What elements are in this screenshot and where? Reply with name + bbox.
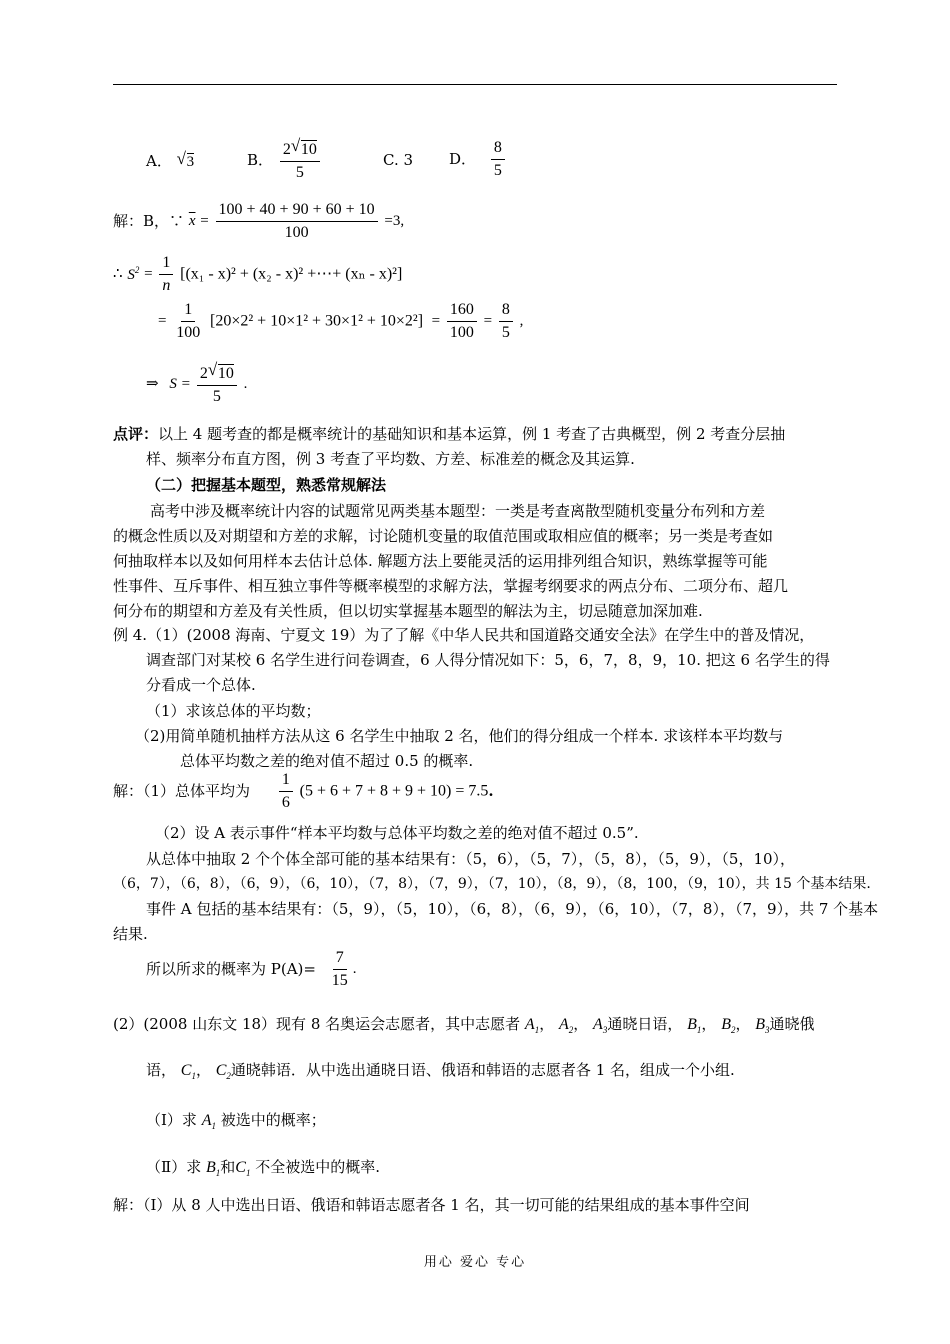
section-heading: （二）把握基本题型，熟悉常规解法 [146, 476, 387, 494]
ex4-solution-2d: 事件 A 包括的基本结果有：（5，9），（5，10），（6，8），（6，9），（6，10），（7，8），（7，9），共 7 个基本 [146, 900, 879, 918]
option-d: D． $\frac{8}{5}$ [449, 140, 507, 179]
section-para-2: 的概念性质以及对期望和方差的求解，讨论随机变量的取值范围或取相应值的概率；另一类是考查如 [113, 527, 774, 545]
ex4b-q1: （Ⅰ）求 $A_1$ 被选中的概率； [146, 1111, 326, 1132]
header-rule [113, 84, 837, 85]
ex4-line-1: 例 4.（1）(2008 海南、宁夏文 19）为了了解《中华人民共和国道路交通安全法》在学生中的普及情况， [113, 626, 815, 644]
ex4-q2: （2)用简单随机抽样方法从这 6 名学生中抽取 2 名，他们的得分组成一个样本. 求该样本平均数与 [135, 727, 784, 745]
ex4-probability: 所以所求的概率为 P(A)= $\frac{7}{15}$ . [146, 949, 357, 989]
ex4-solution-1: 解：（1）总体平均为 $\frac{1}{6}$ (5 + 6 + 7 + 8 + 9 + 10) = 7.5. [113, 771, 494, 811]
ex4-q2b: 总体平均数之差的绝对值不超过 0.5 的概率. [180, 752, 474, 770]
ex4b-line-1: (2）(2008 山东文 18）现有 8 名奥运会志愿者，其中志愿者 $A_1$， $A_2$， $A_3$通晓日语， $B_1$， $B_2$， $B_3$通晓俄 [113, 1015, 815, 1036]
section-para-3: 何抽取样本以及如何用样本去估计总体. 解题方法上要能灵活的运用排列组合知识，熟练掌握等可能 [113, 552, 768, 570]
page-footer: 用心 爱心 专心 [423, 1255, 527, 1270]
ex4b-q2: （Ⅱ）求 $B_1$和$C_1$ 不全被选中的概率. [146, 1158, 381, 1179]
comment-line-2: 样、频率分布直方图，例 3 考查了平均数、方差、标准差的概念及其运算. [146, 450, 635, 468]
variance-formula: ∴ $S^2$ = $\frac{1}{n}$ [(x₁ - x)² + (x₂ - x)² +⋯+ (xₙ - x)²] [113, 254, 403, 294]
ex4-solution-2e: 结果. [113, 925, 148, 943]
section-para-4: 性事件、互斥事件、相互独立事件等概率模型的求解方法，掌握考纲要求的两点分布、二项分布、超几 [113, 577, 789, 595]
sqrt-3: √ 3 [176, 149, 195, 170]
std-dev-result: ⇒ S = 2 √ 10 5 . [146, 360, 248, 405]
ex4-solution-2a: （2）设 A 表示事件“样本平均数与总体平均数之差的绝对值不超过 0.5”. [155, 824, 639, 842]
ex4-line-3: 分看成一个总体. [146, 676, 256, 694]
ex4-line-2: 调查部门对某校 6 名学生进行问卷调查，6 人得分情况如下：5，6，7，8，9，10. 把这 6 名学生的得 [146, 651, 830, 669]
option-b: B． 2 √ 10 5 [247, 140, 322, 181]
ex4b-line-2: 语， $C_1$， $C_2$通晓韩语．从中选出通晓日语、俄语和韩语的志愿者各 1 名，组成一个小组. [146, 1061, 735, 1082]
ex4-solution-2c: （6，7），（6，8），（6，9），（6，10），（7，8），（7，9），（7，10），（8，9），（8，100，（9，10），共 15 个基本结果. [113, 876, 871, 892]
section-para-1: 高考中涉及概率统计内容的试题常见两类基本题型：一类是考查离散型随机变量分布列和方差 [150, 502, 766, 520]
solution-mean: 解：B，∵ $\overline{x}$ = $\frac{100 + 40 + 90 + 60 + 10}{100}$ =3, [113, 201, 405, 241]
variance-calc: = $\frac{1}{100}$ [20×2² + 10×1² + 30×1² + 10×2²] = $\frac{160}{100}$ = $\frac{8}{5}$ , [158, 301, 524, 341]
option-c: C. 3 [383, 151, 414, 169]
ex4b-solution: 解：（Ⅰ）从 8 人中选出日语、俄语和韩语志愿者各 1 名，其一切可能的结果组成的基本事件空间 [113, 1196, 750, 1214]
comment-line-1: 点评：以上 4 题考查的都是概率统计的基础知识和基本运算，例 1 考查了古典概型，例 2 考查分层抽 [113, 425, 786, 443]
option-a: A． √ 3 [146, 149, 195, 170]
section-para-5: 何分布的期望和方差及有关性质，但以切实掌握基本题型的解法为主，切忌随意加深加难. [113, 602, 703, 620]
ex4-solution-2b: 从总体中抽取 2 个个体全部可能的基本结果有：（5，6），（5，7），（5，8），（5，9），（5，10）， [146, 850, 796, 868]
ex4-q1: （1）求该总体的平均数； [146, 702, 321, 720]
